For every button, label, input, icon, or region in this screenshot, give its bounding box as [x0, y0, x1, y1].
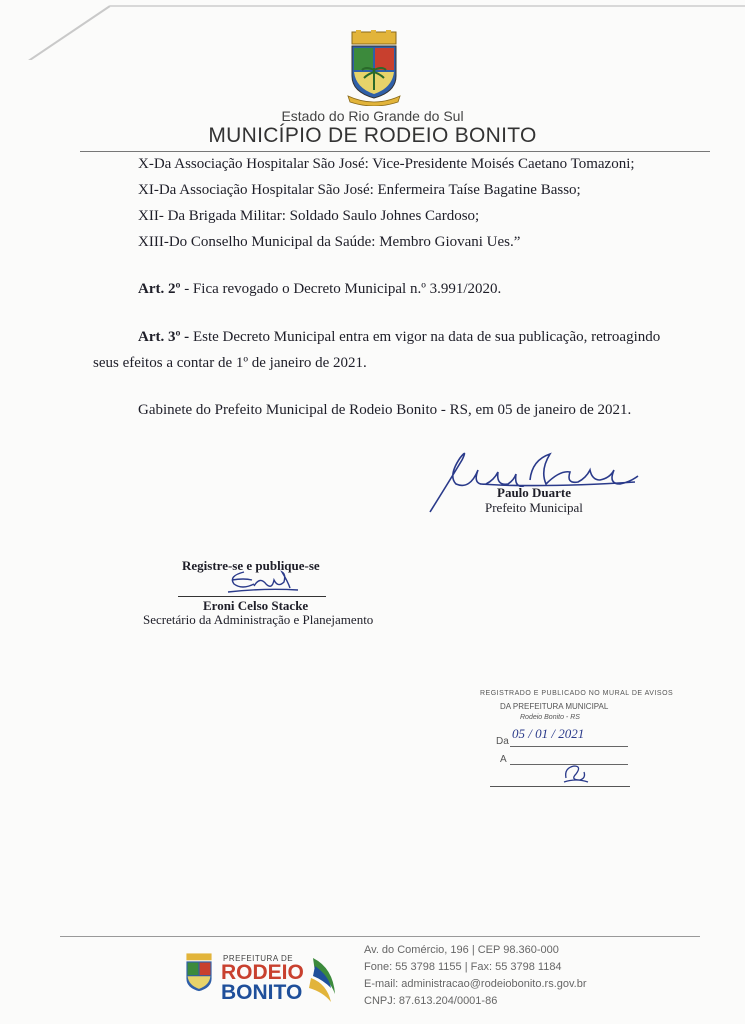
mayor-role: Prefeito Municipal	[485, 500, 583, 515]
municipality-title: MUNICÍPIO DE RODEIO BONITO	[208, 124, 537, 147]
footer-logo-rodeio: RODEIO	[221, 961, 304, 984]
state-name: Estado do Rio Grande do Sul	[281, 108, 464, 124]
footer-address: Av. do Comércio, 196 | CEP 98.360-000	[364, 944, 559, 956]
article-2-label: Art. 2º	[138, 281, 181, 297]
closing-statement: Gabinete do Prefeito Municipal de Rodeio Bonito - RS, em 05 de janeiro de 2021.	[138, 402, 632, 418]
article-2	[138, 281, 501, 298]
stamp-to-label: A	[500, 754, 507, 765]
article-3	[138, 329, 660, 346]
article-2-text: - Fica revogado o Decreto Municipal n.º 3.991/2020.	[180, 281, 502, 297]
article-3-continuation: seus efeitos a contar de 1º de janeiro de 2021.	[93, 355, 367, 371]
footer-email: E-mail: administracao@rodeiobonito.rs.gov.br	[364, 978, 587, 990]
municipal-crest-icon	[346, 30, 402, 106]
publication-stamp	[480, 690, 674, 800]
stamp-line-3: Rodeio Bonito - RS	[520, 714, 580, 721]
secretary-role: Secretário da Administração e Planejamento	[143, 612, 374, 627]
secretary-signature-icon	[224, 562, 304, 598]
stamp-date-label: Da	[496, 736, 509, 747]
article-3-text: Este Decreto Municipal entra em vigor na data de sua publicação, retroagindo	[189, 329, 661, 345]
header-divider	[80, 151, 710, 152]
article-3-label: Art. 3º -	[138, 329, 190, 345]
footer-logo	[183, 950, 343, 1010]
footer-logo-prefix: PREFEITURA DE	[223, 954, 294, 963]
secretary-signature-line	[178, 596, 326, 597]
footer-logo-bonito: BONITO	[221, 981, 303, 1004]
list-item: X-Da Associação Hospitalar São José: Vice-Presidente Moisés Caetano Tomazoni;	[138, 156, 635, 172]
stamp-initials-icon	[560, 762, 590, 784]
list-item: XI-Da Associação Hospitalar São José: Enfermeira Taíse Bagatine Basso;	[138, 182, 581, 198]
footer-swoosh-icon	[309, 954, 339, 1004]
register-publish-note: Registre-se e publique-se	[182, 558, 320, 573]
secretary-name: Eroni Celso Stacke	[203, 598, 309, 613]
footer-cnpj: CNPJ: 87.613.204/0001-86	[364, 995, 498, 1007]
mayor-name: Paulo Duarte	[497, 485, 572, 500]
stamp-date-value: 05 / 01 / 2021	[512, 726, 585, 741]
stamp-line-1: REGISTRADO E PUBLICADO NO MURAL DE AVISOS	[480, 690, 674, 697]
list-item: XIII-Do Conselho Municipal da Saúde: Membro Giovani Ues.”	[138, 234, 521, 250]
footer-crest-icon	[183, 952, 215, 996]
stamp-date-line	[510, 746, 628, 747]
footer-phone: Fone: 55 3798 1155 | Fax: 55 3798 1184	[364, 961, 562, 973]
stamp-bottom-line	[490, 786, 630, 787]
footer-divider	[60, 936, 700, 937]
stamp-line-2: DA PREFEITURA MUNICIPAL	[500, 702, 609, 711]
list-item: XII- Da Brigada Militar: Soldado Saulo Johnes Cardoso;	[138, 208, 480, 224]
